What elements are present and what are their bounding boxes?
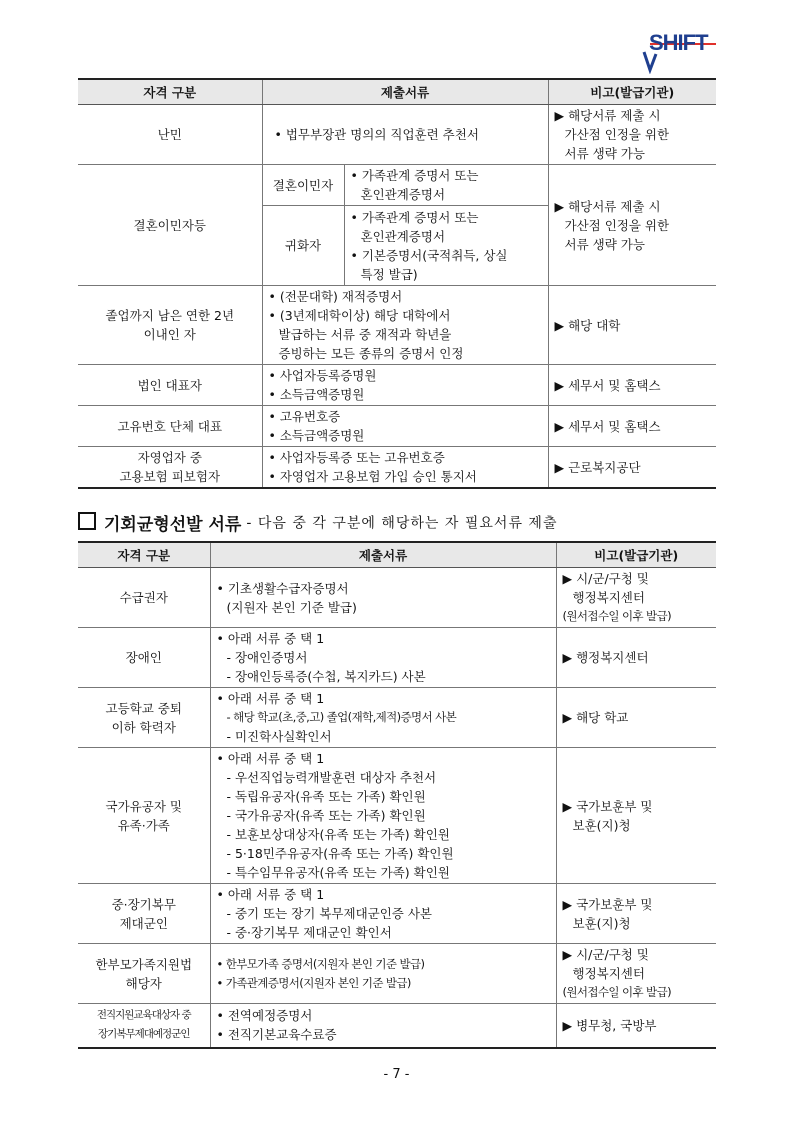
note-cell: ▶ 행정복지센터 xyxy=(556,628,716,688)
note-cell: ▶ 국가보훈부 및 보훈(지)청 xyxy=(556,884,716,944)
note-cell: ▶ 병무청, 국방부 xyxy=(556,1004,716,1048)
eligibility-table-1 xyxy=(78,78,716,489)
table1-header-documents: 제출서류 xyxy=(262,79,548,105)
eligibility-table-2 xyxy=(78,541,716,1049)
table2-header-note: 비고(발급기관) xyxy=(556,542,716,568)
table-row xyxy=(78,884,716,944)
documents-cell: • 법무부장관 명의의 직업훈련 추천서 xyxy=(262,105,548,165)
documents-cell: • 아래 서류 중 택 1 - 장애인증명서 - 장애인등록증(수첩, 복지카드) 사본 xyxy=(210,628,556,688)
category-cell: 전직지원교육대상자 중 장기복무제대예정군인 xyxy=(78,1004,210,1048)
table-row xyxy=(78,944,716,1004)
documents-cell: • 아래 서류 중 택 1 - 우선직업능력개발훈련 대상자 추천서 - 독립유공자(유족 또는 가족) 확인원 - 국가유공자(유족 또는 가족) 확인원 - 보훈보상대상자(유족 또는 가족) 확인원 - 5·18민주유공자(유족 또는 가족) 확인원 - 특수임무유공자(유족 또는 가족) 확인원 xyxy=(210,748,556,884)
documents-cell: • (전문대학) 재적증명서 • (3년제대학이상) 해당 대학에서 발급하는 서류 중 재적과 학년을 증빙하는 모든 종류의 증명서 인정 xyxy=(262,286,548,365)
category-cell: 고유번호 단체 대표 xyxy=(78,406,262,447)
table-row xyxy=(78,1004,716,1048)
table-row xyxy=(78,748,716,884)
note-cell: ▶ 국가보훈부 및 보훈(지)청 xyxy=(556,748,716,884)
table-row xyxy=(78,688,716,748)
table1-header-note: 비고(발급기관) xyxy=(548,79,716,105)
note-cell: ▶ 해당서류 제출 시 가산점 인정을 위한 서류 생략 가능 xyxy=(548,105,716,165)
documents-cell: • 사업자등록증 또는 고유번호증 • 자영업자 고용보험 가입 승인 통지서 xyxy=(262,447,548,489)
note-cell: ▶ 시/군/구청 및 행정복지센터 (원서접수일 이후 발급) xyxy=(556,944,716,1004)
subcategory-cell: 귀화자 xyxy=(262,206,344,286)
table-row xyxy=(78,165,716,206)
kshift-logo xyxy=(636,30,718,74)
section-title: 기회균형선발 서류 xyxy=(104,515,242,535)
documents-cell: • 가족관계 증명서 또는 혼인관계증명서 xyxy=(344,165,548,206)
note-cell: ▶ 시/군/구청 및 행정복지센터 (원서접수일 이후 발급) xyxy=(556,568,716,628)
table-row xyxy=(78,286,716,365)
table-row xyxy=(78,105,716,165)
table2-header-row xyxy=(78,542,716,568)
documents-cell: • 가족관계 증명서 또는 혼인관계증명서 • 기본증명서(국적취득, 상실 특정 발급) xyxy=(344,206,548,286)
table-row xyxy=(78,568,716,628)
category-cell: 법인 대표자 xyxy=(78,365,262,406)
note-cell: ▶ 세무서 및 홈택스 xyxy=(548,406,716,447)
subcategory-cell: 결혼이민자 xyxy=(262,165,344,206)
documents-cell: • 사업자등록증명원 • 소득금액증명원 xyxy=(262,365,548,406)
category-cell: 한부모가족지원법 해당자 xyxy=(78,944,210,1004)
table2-header-category: 자격 구분 xyxy=(78,542,210,568)
documents-cell: • 아래 서류 중 택 1 - 중기 또는 장기 복무제대군인증 사본 - 중·장기복무 제대군인 확인서 xyxy=(210,884,556,944)
documents-cell: • 고유번호증 • 소득금액증명원 xyxy=(262,406,548,447)
category-cell: 수급권자 xyxy=(78,568,210,628)
category-cell: 중·장기복무 제대군인 xyxy=(78,884,210,944)
logo-shift-text: SHIFT xyxy=(649,30,708,55)
note-cell: ▶ 해당 대학 xyxy=(548,286,716,365)
note-cell: ▶ 근로복지공단 xyxy=(548,447,716,489)
category-cell: 결혼이민자등 xyxy=(78,165,262,286)
table2-header-documents: 제출서류 xyxy=(210,542,556,568)
note-cell: ▶ 해당 학교 xyxy=(556,688,716,748)
page-number: - 7 - xyxy=(383,1067,410,1082)
documents-cell: • 기초생활수급자증명서 (지원자 본인 기준 발급) xyxy=(210,568,556,628)
category-cell: 장애인 xyxy=(78,628,210,688)
documents-cell: • 한부모가족 증명서(지원자 본인 기준 발급) • 가족관계증명서(지원자 본인 기준 발급) xyxy=(210,944,556,1004)
category-cell: 국가유공자 및 유족·가족 xyxy=(78,748,210,884)
checkbox-square-icon xyxy=(78,512,96,530)
documents-cell: • 전역예정증명서 • 전직기본교육수료증 xyxy=(210,1004,556,1048)
table-row xyxy=(78,628,716,688)
category-cell: 난민 xyxy=(78,105,262,165)
category-cell: 고등학교 중퇴 이하 학력자 xyxy=(78,688,210,748)
note-cell: ▶ 세무서 및 홈택스 xyxy=(548,365,716,406)
table-row xyxy=(78,365,716,406)
table1-header-category: 자격 구분 xyxy=(78,79,262,105)
category-cell: 자영업자 중 고용보험 피보험자 xyxy=(78,447,262,489)
table-row xyxy=(78,406,716,447)
section-heading xyxy=(78,510,557,534)
note-cell: ▶ 해당서류 제출 시 가산점 인정을 위한 서류 생략 가능 xyxy=(548,165,716,286)
documents-cell: • 아래 서류 중 택 1 - 해당 학교(초,중,고) 졸업(재학,제적)증명서 사본 - 미진학사실확인서 xyxy=(210,688,556,748)
table-row xyxy=(78,447,716,489)
table1-header-row xyxy=(78,79,716,105)
category-cell: 졸업까지 남은 연한 2년 이내인 자 xyxy=(78,286,262,365)
section-subtitle: - 다음 중 각 구분에 해당하는 자 필요서류 제출 xyxy=(246,515,558,532)
